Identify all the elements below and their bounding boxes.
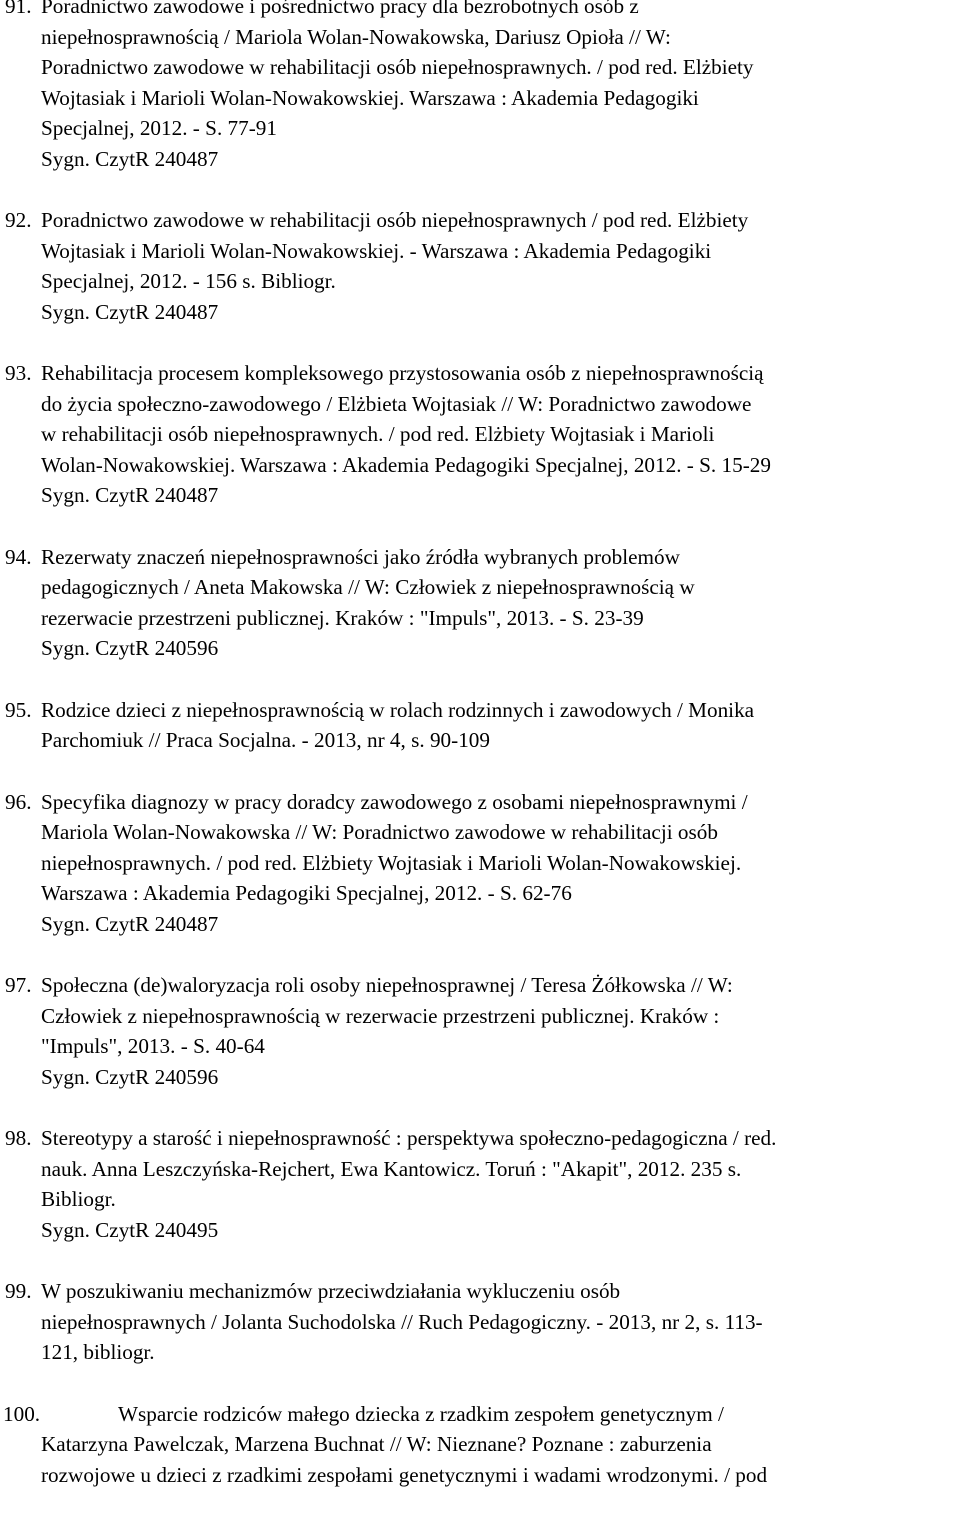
entry-text-line: Mariola Wolan-Nowakowska // W: Poradnictwo zawodowe w rehabilitacji osób bbox=[41, 820, 718, 844]
call-number: Sygn. CzytR 240487 bbox=[41, 483, 219, 507]
call-number: Sygn. CzytR 240596 bbox=[41, 1064, 219, 1089]
entry-text-line: niepełnosprawnych / Jolanta Suchodolska // Ruch Pedagogiczny. - 2013, nr 2, s. 113- bbox=[41, 1309, 763, 1334]
entry-text-line: Poradnictwo zawodowe w rehabilitacji osób niepełnosprawnych. / pod red. Elżbiety bbox=[41, 55, 754, 79]
entry-number: 96. bbox=[5, 789, 32, 814]
bibliography-entry-96 bbox=[0, 787, 960, 940]
entry-number: 94. bbox=[5, 544, 32, 569]
entry-text-line: niepełnosprawnością / Mariola Wolan-Nowakowska, Dariusz Opioła // W: bbox=[41, 24, 671, 49]
bibliography-entry-95 bbox=[0, 695, 960, 756]
entry-text-line: Człowiek z niepełnosprawnością w rezerwacie przestrzeni publicznej. Kraków : bbox=[41, 1003, 720, 1028]
entry-text-line: Specyfika diagnozy w pracy doradcy zawodowego z osobami niepełnosprawnymi / bbox=[41, 789, 748, 814]
entry-text-line: w rehabilitacji osób niepełnosprawnych. / pod red. Elżbiety Wojtasiak i Marioli bbox=[41, 422, 715, 446]
entry-text-line: Wojtasiak i Marioli Wolan-Nowakowskiej. Warszawa : Akademia Pedagogiki bbox=[41, 85, 699, 110]
entry-text-line: W poszukiwaniu mechanizmów przeciwdziałania wykluczeniu osób bbox=[41, 1279, 621, 1303]
entry-text-line: Katarzyna Pawelczak, Marzena Buchnat // W: Nieznane? Poznane : zaburzenia bbox=[41, 1432, 712, 1456]
entry-number: 97. bbox=[5, 973, 32, 997]
bibliography-entry-100 bbox=[0, 1399, 960, 1491]
entry-text-line: rezerwacie przestrzeni publicznej. Kraków : "Impuls", 2013. - S. 23-39 bbox=[41, 605, 644, 630]
bibliography-entry-93 bbox=[0, 358, 960, 511]
entry-text-line: Bibliogr. bbox=[41, 1187, 116, 1211]
entry-text-line: Wolan-Nowakowskiej. Warszawa : Akademia Pedagogiki Specjalnej, 2012. - S. 15-29 bbox=[41, 452, 771, 477]
entry-text-line: niepełnosprawnych. / pod red. Elżbiety Wojtasiak i Marioli Wolan-Nowakowskiej. bbox=[41, 850, 742, 875]
entry-text-line: Społeczna (de)waloryzacja roli osoby niepełnosprawnej / Teresa Żółkowska // W: bbox=[41, 973, 733, 997]
entry-text-line: Parchomiuk // Praca Socjalna. - 2013, nr 4, s. 90-109 bbox=[41, 728, 490, 752]
entry-text-line: Stereotypy a starość i niepełnosprawność : perspektywa społeczno-pedagogiczna / red. bbox=[41, 1126, 777, 1150]
call-number: Sygn. CzytR 240487 bbox=[41, 299, 219, 324]
entry-text-line: do życia społeczno-zawodowego / Elżbieta Wojtasiak // W: Poradnictwo zawodowe bbox=[41, 391, 752, 416]
entry-text-line: nauk. Anna Leszczyńska-Rejchert, Ewa Kantowicz. Toruń : "Akapit", 2012. 235 s. bbox=[41, 1156, 742, 1181]
entry-number: 91. bbox=[5, 0, 32, 18]
entry-text-line: Rodzice dzieci z niepełnosprawnością w rolach rodzinnych i zawodowych / Monika bbox=[41, 697, 755, 722]
entry-text-line: Wojtasiak i Marioli Wolan-Nowakowskiej. - Warszawa : Akademia Pedagogiki bbox=[41, 238, 712, 263]
entry-number: 95. bbox=[5, 697, 32, 722]
bibliography-entry-98 bbox=[0, 1123, 960, 1245]
call-number: Sygn. CzytR 240487 bbox=[41, 146, 219, 171]
call-number: Sygn. CzytR 240495 bbox=[41, 1217, 219, 1242]
entry-text-line: rozwojowe u dzieci z rzadkimi zespołami genetycznymi i wadami wrodzonymi. / pod bbox=[41, 1462, 768, 1487]
entry-text-line: "Impuls", 2013. - S. 40-64 bbox=[41, 1034, 265, 1058]
entry-text-line: Poradnictwo zawodowe i pośrednictwo pracy dla bezrobotnych osób z bbox=[41, 0, 639, 18]
entry-text-line: 121, bibliogr. bbox=[41, 1340, 155, 1364]
entry-text-line: Wsparcie rodziców małego dziecka z rzadkim zespołem genetycznym / bbox=[118, 1401, 724, 1426]
entry-number: 98. bbox=[5, 1126, 32, 1150]
entry-text-line: Specjalnej, 2012. - 156 s. Bibliogr. bbox=[41, 269, 336, 293]
entry-number: 93. bbox=[5, 361, 32, 385]
entry-number: 92. bbox=[5, 208, 32, 232]
bibliography-entry-91 bbox=[0, 0, 960, 174]
entry-text-line: Poradnictwo zawodowe w rehabilitacji osób niepełnosprawnych / pod red. Elżbiety bbox=[41, 208, 749, 232]
entry-text-line: Specjalnej, 2012. - S. 77-91 bbox=[41, 116, 277, 140]
entry-text-line: Rehabilitacja procesem kompleksowego przystosowania osób z niepełnosprawnością bbox=[41, 361, 764, 385]
entry-text-line: pedagogicznych / Aneta Makowska // W: Człowiek z niepełnosprawnością w bbox=[41, 575, 695, 599]
call-number: Sygn. CzytR 240596 bbox=[41, 636, 219, 660]
entry-number: 99. bbox=[5, 1279, 32, 1303]
bibliography-entry-99 bbox=[0, 1276, 960, 1368]
bibliography-entry-97 bbox=[0, 970, 960, 1092]
call-number: Sygn. CzytR 240487 bbox=[41, 911, 219, 936]
entry-text-line: Rezerwaty znaczeń niepełnosprawności jako źródła wybranych problemów bbox=[41, 544, 680, 569]
entry-number: 100. bbox=[3, 1401, 41, 1426]
bibliography-entry-92 bbox=[0, 205, 960, 327]
entry-text-line: Warszawa : Akademia Pedagogiki Specjalnej, 2012. - S. 62-76 bbox=[41, 881, 572, 905]
bibliography-entry-94 bbox=[0, 542, 960, 664]
